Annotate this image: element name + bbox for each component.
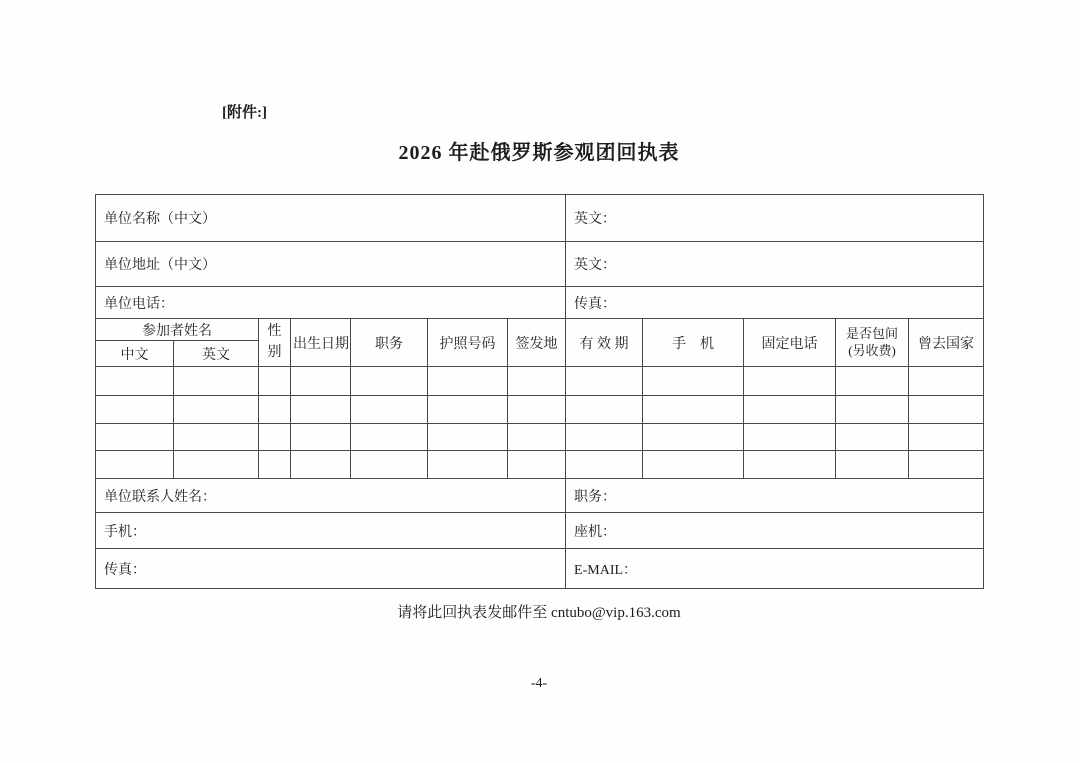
participant-cell [96, 451, 174, 479]
participant-cell [744, 396, 836, 424]
contact-mobile-label: 手机： [96, 513, 566, 549]
participant-empty-row [96, 424, 984, 451]
participant-cell [508, 424, 566, 451]
col-header-landline: 固定电话 [744, 319, 836, 367]
participant-cell [744, 451, 836, 479]
col-header-validity: 有 效 期 [566, 319, 643, 367]
row-contact-fax [96, 549, 984, 589]
participant-cell [744, 367, 836, 396]
participant-cell [259, 451, 291, 479]
participant-cell [351, 451, 428, 479]
participant-cell [259, 396, 291, 424]
participant-cell [566, 396, 643, 424]
participant-cell [643, 396, 744, 424]
attachment-label: [附件:] [222, 105, 267, 121]
col-header-passport-no: 护照号码 [428, 319, 508, 367]
participant-cell [259, 424, 291, 451]
private-room-line1: 是否包间 [846, 325, 899, 341]
contact-fax-label: 传真： [96, 549, 566, 589]
participant-cell [428, 396, 508, 424]
row-contact-mobile [96, 513, 984, 549]
participant-cell [174, 396, 259, 424]
participant-cell [836, 424, 909, 451]
participant-cell [351, 424, 428, 451]
participant-cell [566, 367, 643, 396]
participant-cell [291, 396, 351, 424]
row-company-phone [96, 287, 984, 319]
participant-cell [174, 367, 259, 396]
participant-cell [291, 451, 351, 479]
contact-name-label: 单位联系人姓名： [96, 479, 566, 513]
company-phone-label: 单位电话： [96, 287, 566, 319]
participant-cell [96, 424, 174, 451]
gender-char-bottom: 别 [267, 344, 282, 360]
footer-email-note: 请将此回执表发邮件至 cntubo@vip.163.com [397, 605, 681, 621]
col-header-gender [259, 319, 291, 367]
participant-cell [428, 367, 508, 396]
company-name-cn-label: 单位名称（中文） [96, 195, 566, 242]
participant-cell [836, 451, 909, 479]
participant-cell [508, 367, 566, 396]
participant-cell [909, 451, 984, 479]
participant-cell [566, 451, 643, 479]
col-header-name-cn: 中文 [96, 341, 174, 367]
participant-cell [174, 424, 259, 451]
participant-cell [428, 451, 508, 479]
participant-cell [643, 367, 744, 396]
reply-form-table [95, 194, 984, 589]
participant-empty-row [96, 367, 984, 396]
company-address-cn-label: 单位地址（中文） [96, 242, 566, 287]
participant-cell [909, 396, 984, 424]
participant-cell [174, 451, 259, 479]
participant-cell [351, 396, 428, 424]
participant-cell [96, 367, 174, 396]
participant-cell [836, 396, 909, 424]
company-fax-label: 传真： [566, 287, 984, 319]
participant-cell [836, 367, 909, 396]
participant-cell [643, 451, 744, 479]
gender-char-top: 性 [267, 324, 282, 340]
participant-cell [259, 367, 291, 396]
participant-cell [96, 396, 174, 424]
participant-header-row-1 [96, 319, 984, 341]
participant-cell [291, 424, 351, 451]
company-name-en-label: 英文： [566, 195, 984, 242]
col-header-birth-date: 出生日期 [291, 319, 351, 367]
contact-landline-label: 座机： [566, 513, 984, 549]
company-address-en-label: 英文： [566, 242, 984, 287]
col-header-issue-place: 签发地 [508, 319, 566, 367]
participant-cell [909, 424, 984, 451]
participant-cell [566, 424, 643, 451]
participant-cell [351, 367, 428, 396]
col-header-position: 职务 [351, 319, 428, 367]
private-room-line2: (另收费) [848, 342, 896, 358]
participant-cell [508, 451, 566, 479]
col-header-mobile: 手 机 [643, 319, 744, 367]
participant-cell [428, 424, 508, 451]
page-number: -4- [530, 676, 548, 691]
page-title: 2026 年赴俄罗斯参观团回执表 [398, 142, 680, 164]
col-header-name-en: 英文 [174, 341, 259, 367]
row-company-name [96, 195, 984, 242]
row-contact-name [96, 479, 984, 513]
participant-cell [909, 367, 984, 396]
col-header-visited-countries: 曾去国家 [909, 319, 984, 367]
col-header-private-room [836, 319, 909, 367]
participant-cell [744, 424, 836, 451]
row-company-address [96, 242, 984, 287]
participant-cell [643, 424, 744, 451]
participant-empty-row [96, 396, 984, 424]
participant-cell [291, 367, 351, 396]
participant-empty-row [96, 451, 984, 479]
col-header-participant-name: 参加者姓名 [96, 319, 259, 341]
contact-email-label: E-MAIL： [566, 549, 984, 589]
contact-position-label: 职务： [566, 479, 984, 513]
participant-cell [508, 396, 566, 424]
